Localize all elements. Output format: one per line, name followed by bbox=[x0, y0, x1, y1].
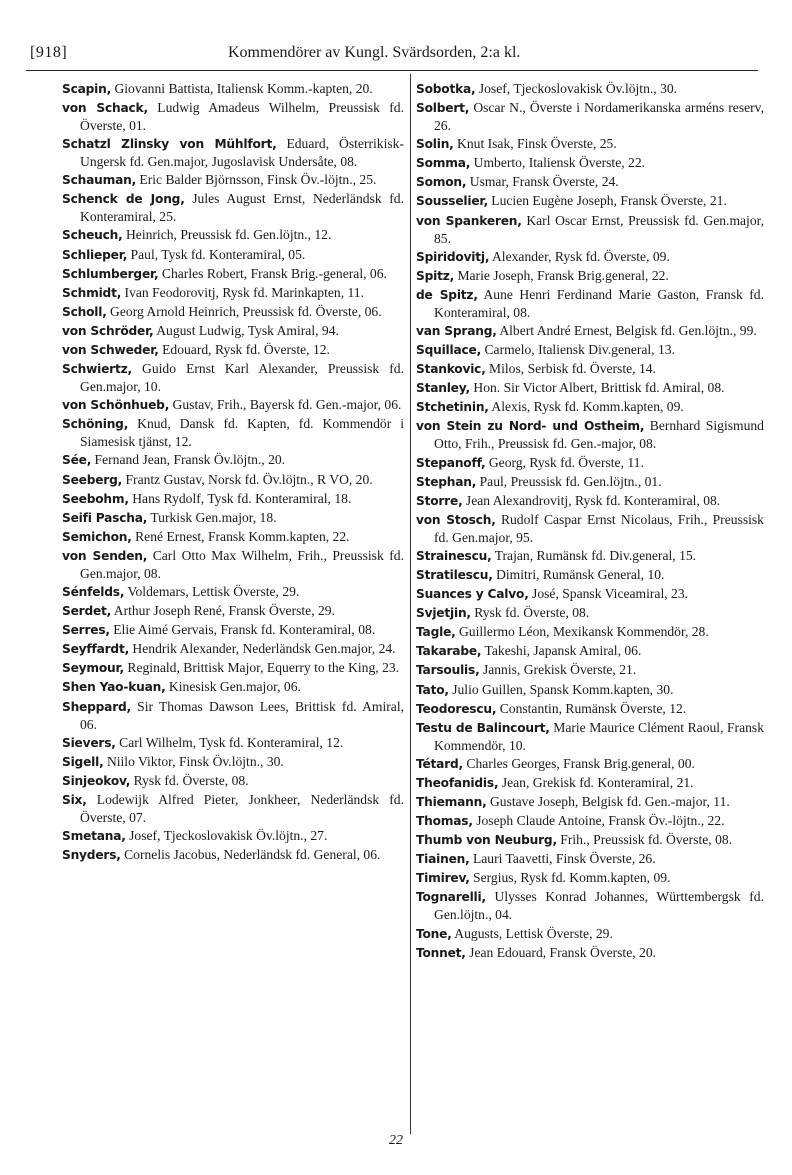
column-divider bbox=[410, 74, 411, 1134]
entry-name: Squillace, bbox=[416, 343, 482, 358]
list-item bbox=[62, 284, 404, 302]
list-item bbox=[62, 190, 404, 225]
list-item bbox=[416, 341, 764, 359]
entry-name: Stanley, bbox=[416, 381, 470, 396]
entry-name: Stchetinin, bbox=[416, 400, 489, 415]
entry-text: Hon. Sir Victor Albert, Brittisk fd. Amiral, 08. bbox=[473, 380, 725, 396]
entry-name: Storre, bbox=[416, 493, 463, 508]
entry-name: Schmidt, bbox=[62, 285, 122, 300]
entry-name: Snyders, bbox=[62, 848, 121, 863]
entry-text: Heinrich, Preussisk fd. Gen.löjtn., 12. bbox=[125, 227, 332, 243]
entry-name: Schöning, bbox=[62, 417, 129, 432]
entry-name: von Spankeren, bbox=[416, 213, 522, 228]
list-item bbox=[416, 831, 764, 849]
list-item bbox=[62, 753, 404, 771]
list-item bbox=[416, 566, 764, 584]
entry-text: Guido Ernst Karl Alexander, Preussisk fd. Gen.major, 10. bbox=[80, 361, 405, 395]
list-item bbox=[416, 869, 764, 887]
entry-text: Carl Wilhelm, Tysk fd. Konteramiral, 12. bbox=[119, 734, 344, 750]
entry-name: Schwiertz, bbox=[62, 362, 132, 377]
list-item bbox=[416, 322, 764, 340]
entry-name: von Stosch, bbox=[416, 512, 496, 527]
entry-name: Seymour, bbox=[62, 661, 124, 676]
entry-text: Albert André Ernest, Belgisk fd. Gen.löjtn., 99. bbox=[499, 322, 757, 338]
entry-text: Marie Maurice Clément Raoul, Fransk Kommendör, 10. bbox=[434, 719, 764, 753]
entry-name: Suances y Calvo, bbox=[416, 587, 529, 602]
entry-text: Elie Aimé Gervais, Fransk fd. Konteramiral, 08. bbox=[113, 622, 376, 638]
entry-text: Jules August Ernst, Nederländsk fd. Konteramiral, 25. bbox=[80, 191, 404, 225]
list-item bbox=[62, 509, 404, 527]
entry-name: Stephan, bbox=[416, 474, 477, 489]
entry-name: Scheuch, bbox=[62, 228, 123, 243]
entry-text: Edouard, Rysk fd. Överste, 12. bbox=[162, 342, 330, 358]
entry-text: Ulysses Konrad Johannes, Württembergsk fd. Gen.löjtn., 04. bbox=[434, 889, 764, 923]
entry-name: Tiainen, bbox=[416, 852, 470, 867]
entry-text: Josef, Tjeckoslovakisk Öv.löjtn., 27. bbox=[129, 828, 328, 843]
entry-name: Six, bbox=[62, 792, 87, 807]
entry-text: Sir Thomas Dawson Lees, Brittisk fd. Amiral, 06. bbox=[80, 698, 405, 732]
entry-name: Tonnet, bbox=[416, 945, 466, 960]
entry-name: Serdet, bbox=[62, 604, 112, 619]
entry-name: Solbert, bbox=[416, 101, 470, 116]
entry-text: Jean, Grekisk fd. Konteramiral, 21. bbox=[501, 774, 694, 790]
entry-name: Schenck de Jong, bbox=[62, 192, 185, 207]
list-item bbox=[416, 192, 764, 210]
entry-text: Turkisk Gen.major, 18. bbox=[150, 509, 277, 525]
entry-name: Stratilescu, bbox=[416, 567, 493, 582]
entry-name: Shen Yao-kuan, bbox=[62, 680, 166, 695]
entry-name: Spiridovitj, bbox=[416, 249, 490, 264]
list-item bbox=[62, 602, 404, 620]
entry-name: Thumb von Neuburg, bbox=[416, 833, 557, 848]
list-item bbox=[416, 719, 764, 754]
entry-name: Strainescu, bbox=[416, 548, 492, 563]
entry-text: Sergius, Rysk fd. Komm.kapten, 09. bbox=[473, 870, 671, 886]
entry-text: Niilo Viktor, Finsk Öv.löjtn., 30. bbox=[106, 753, 284, 769]
entry-name: von Schweder, bbox=[62, 343, 159, 358]
entry-name: Timirev, bbox=[416, 871, 470, 886]
entry-name: Thiemann, bbox=[416, 795, 487, 809]
entry-name: Seeberg, bbox=[62, 472, 123, 487]
list-item bbox=[416, 379, 764, 397]
entry-name: Sheppard, bbox=[62, 699, 131, 714]
entry-text: Hans Rydolf, Tysk fd. Konteramiral, 18. bbox=[132, 490, 352, 506]
list-item bbox=[62, 99, 404, 134]
page-header bbox=[26, 44, 758, 68]
entry-name: Teodorescu, bbox=[416, 701, 497, 716]
entry-name: Tone, bbox=[416, 926, 452, 941]
entry-name: Takarabe, bbox=[416, 644, 482, 659]
list-item bbox=[62, 451, 404, 469]
entry-name: Testu de Balincourt, bbox=[416, 720, 550, 735]
entry-text: Knut Isak, Finsk Överste, 25. bbox=[457, 136, 617, 152]
list-item bbox=[416, 547, 764, 565]
entry-text: Hendrik Alexander, Nederländsk Gen.major, 24. bbox=[132, 641, 396, 657]
entry-text: Eric Balder Björnsson, Finsk Öv.-löjtn., 25. bbox=[139, 172, 377, 188]
list-item bbox=[62, 528, 404, 546]
entry-name: Somma, bbox=[416, 156, 471, 171]
entry-text: Ludwig Amadeus Wilhelm, Preussisk fd. Överste, 01. bbox=[80, 100, 404, 134]
list-item bbox=[416, 135, 764, 153]
list-item bbox=[62, 135, 404, 170]
entry-text: Knud, Dansk fd. Kapten, fd. Kommendör i Siamesisk tjänst, 12. bbox=[80, 416, 404, 450]
entry-text: Bernhard Sigismund Otto, Frih., Preussisk fd. Gen.-major, 08. bbox=[434, 418, 764, 452]
entry-text: Paul, Tysk fd. Konteramiral, 05. bbox=[130, 246, 306, 262]
entry-text: Cornelis Jacobus, Nederländsk fd. General, 06. bbox=[124, 847, 381, 863]
entry-text: Rysk fd. Överste, 08. bbox=[474, 605, 590, 621]
entry-text: Charles Georges, Fransk Brig.general, 00. bbox=[466, 755, 695, 771]
list-item bbox=[62, 490, 404, 508]
entry-name: Tarsoulis, bbox=[416, 663, 480, 678]
list-item bbox=[62, 171, 404, 189]
list-item bbox=[62, 678, 404, 696]
entry-name: von Schack, bbox=[62, 101, 148, 116]
list-item bbox=[416, 212, 764, 247]
entry-name: Serres, bbox=[62, 623, 110, 638]
list-item bbox=[62, 640, 404, 658]
list-item bbox=[416, 173, 764, 191]
entry-name: de Spitz, bbox=[416, 287, 478, 302]
entry-text: August Ludwig, Tysk Amiral, 94. bbox=[156, 322, 339, 338]
entry-name: Seifi Pascha, bbox=[62, 510, 148, 525]
list-item bbox=[416, 511, 764, 546]
entry-name: Theofanidis, bbox=[416, 775, 499, 790]
list-item bbox=[416, 286, 764, 321]
entry-text: Trajan, Rumänsk fd. Div.general, 15. bbox=[494, 547, 697, 563]
entry-text: Aune Henri Ferdinand Marie Gaston, Fransk fd. Konteramiral, 08. bbox=[434, 286, 764, 320]
entry-text: Usmar, Fransk Överste, 24. bbox=[469, 174, 619, 190]
entry-name: Scholl, bbox=[62, 304, 107, 319]
list-item bbox=[416, 888, 764, 923]
entry-name: Tato, bbox=[416, 682, 449, 697]
entry-name: Schatzl Zlinsky von Mühlfort, bbox=[62, 137, 277, 152]
header-rule bbox=[26, 70, 758, 71]
entry-text: Gustav, Frih., Bayersk fd. Gen.-major, 06. bbox=[172, 397, 402, 413]
entry-name: Seebohm, bbox=[62, 491, 129, 506]
entry-name: Schlumberger, bbox=[62, 266, 159, 281]
list-item bbox=[416, 850, 764, 868]
entry-name: von Schönhueb, bbox=[62, 398, 170, 413]
entry-text: Charles Robert, Fransk Brig.-general, 06. bbox=[161, 265, 387, 281]
entry-name: Svjetjin, bbox=[416, 606, 471, 621]
entry-text: Joseph Claude Antoine, Fransk Öv.-löjtn., 22. bbox=[476, 813, 725, 829]
entry-name: Scapin, bbox=[62, 82, 112, 96]
list-item bbox=[416, 454, 764, 472]
running-title: Kommendörer av Kungl. Svärdsorden, 2:a kl. bbox=[228, 44, 521, 61]
list-item bbox=[416, 944, 764, 962]
entry-name: Stankovic, bbox=[416, 362, 486, 377]
list-item bbox=[62, 246, 404, 264]
list-item bbox=[416, 681, 764, 699]
list-item bbox=[416, 154, 764, 172]
entry-name: Somon, bbox=[416, 175, 467, 190]
list-item bbox=[416, 473, 764, 491]
entry-name: Sievers, bbox=[62, 735, 116, 750]
list-item bbox=[62, 734, 404, 752]
entry-text: Rysk fd. Överste, 08. bbox=[133, 772, 249, 788]
list-item bbox=[62, 772, 404, 790]
list-item bbox=[62, 415, 404, 450]
entry-name: Sée, bbox=[62, 453, 92, 468]
entry-text: Marie Joseph, Fransk Brig.general, 22. bbox=[457, 267, 669, 283]
entry-text: Paul, Preussisk fd. Gen.löjtn., 01. bbox=[479, 473, 662, 489]
entry-text: Eduard, Österrikisk-Ungersk fd. Gen.major, Jugoslavisk Undersåte, 08. bbox=[80, 136, 404, 170]
list-item bbox=[416, 812, 764, 830]
entry-text: Karl Oscar Ernst, Preussisk fd. Gen.major, 85. bbox=[434, 212, 765, 246]
entry-text: Carl Otto Max Wilhelm, Frih., Preussisk fd. Gen.major, 08. bbox=[80, 547, 404, 581]
entry-text: Josef, Tjeckoslovakisk Öv.löjtn., 30. bbox=[478, 81, 678, 96]
entry-text: Augusts, Lettisk Överste, 29. bbox=[454, 925, 613, 941]
list-item bbox=[62, 846, 404, 864]
entry-text: Constantin, Rumänsk Överste, 12. bbox=[499, 700, 687, 716]
entry-name: Smetana, bbox=[62, 829, 126, 843]
list-item bbox=[416, 267, 764, 285]
entry-name: Sousselier, bbox=[416, 194, 488, 209]
entry-text: Alexander, Rysk fd. Överste, 09. bbox=[491, 248, 670, 264]
entry-name: Tétard, bbox=[416, 756, 463, 771]
entry-text: Jean Alexandrovitj, Rysk fd. Konteramiral, 08. bbox=[465, 492, 721, 508]
list-item bbox=[62, 80, 404, 98]
entry-text: René Ernest, Fransk Komm.kapten, 22. bbox=[135, 528, 350, 544]
entry-text: Oscar N., Överste i Nordamerikanska arméns reserv, 26. bbox=[434, 100, 764, 134]
entry-name: Tagle, bbox=[416, 625, 456, 640]
list-item bbox=[416, 398, 764, 416]
entry-text: Kinesisk Gen.major, 06. bbox=[168, 679, 301, 695]
list-item bbox=[416, 623, 764, 641]
list-item bbox=[416, 925, 764, 943]
list-item bbox=[62, 698, 404, 733]
entry-name: von Senden, bbox=[62, 548, 148, 563]
entry-text: Milos, Serbisk fd. Överste, 14. bbox=[489, 361, 656, 377]
entry-text: Lauri Taavetti, Finsk Överste, 26. bbox=[472, 851, 656, 867]
entry-name: Sénfelds, bbox=[62, 584, 125, 599]
entry-text: Ivan Feodorovitj, Rysk fd. Marinkapten, 11. bbox=[124, 284, 364, 300]
list-item bbox=[62, 659, 404, 677]
entry-text: Giovanni Battista, Italiensk Komm.-kapten, 20. bbox=[114, 81, 373, 96]
list-item bbox=[62, 583, 404, 601]
entry-text: Alexis, Rysk fd. Komm.kapten, 09. bbox=[491, 399, 684, 415]
entry-text: Lodewijk Alfred Pieter, Jonkheer, Nederländsk fd. Överste, 07. bbox=[80, 791, 404, 825]
entry-text: Georg, Rysk fd. Överste, 11. bbox=[488, 454, 644, 470]
entry-name: Semichon, bbox=[62, 529, 132, 544]
entry-text: Guillermo Léon, Mexikansk Kommendör, 28. bbox=[458, 624, 709, 640]
entry-name: Seyffardt, bbox=[62, 642, 130, 657]
list-item bbox=[62, 791, 404, 826]
entry-text: Georg Arnold Heinrich, Preussisk fd. Överste, 06. bbox=[110, 303, 382, 319]
entry-name: von Schröder, bbox=[62, 323, 154, 338]
list-item bbox=[416, 700, 764, 718]
entry-text: Reginald, Brittisk Major, Equerry to the King, 23. bbox=[127, 660, 400, 676]
entry-text: Lucien Eugène Joseph, Fransk Överste, 21. bbox=[491, 193, 727, 209]
entry-text: Fernand Jean, Fransk Öv.löjtn., 20. bbox=[94, 452, 286, 468]
list-item bbox=[416, 248, 764, 266]
entry-text: José, Spansk Viceamiral, 23. bbox=[532, 586, 689, 602]
left-column bbox=[62, 80, 404, 865]
entry-text: Julio Guillen, Spansk Komm.kapten, 30. bbox=[452, 681, 674, 697]
entry-text: Frantz Gustav, Norsk fd. Öv.löjtn., R VO, 20. bbox=[125, 471, 373, 487]
entry-text: Jean Edouard, Fransk Överste, 20. bbox=[469, 944, 657, 960]
entry-text: Arthur Joseph René, Fransk Överste, 29. bbox=[113, 603, 336, 619]
page-signature: 22 bbox=[389, 1133, 403, 1148]
list-item bbox=[416, 492, 764, 510]
entry-name: Spitz, bbox=[416, 268, 455, 283]
list-item bbox=[62, 621, 404, 639]
entry-text: Umberto, Italiensk Överste, 22. bbox=[473, 155, 646, 171]
entry-text: Takeshi, Japansk Amiral, 06. bbox=[484, 643, 642, 659]
list-item bbox=[62, 360, 404, 395]
list-item bbox=[416, 80, 764, 98]
right-column bbox=[416, 80, 764, 963]
entry-name: Sobotka, bbox=[416, 82, 476, 96]
list-item bbox=[62, 547, 404, 582]
list-item bbox=[62, 341, 404, 359]
entry-name: Sinjeokov, bbox=[62, 773, 131, 788]
entry-text: Dimitri, Rumänsk General, 10. bbox=[496, 566, 665, 582]
list-item bbox=[416, 417, 764, 452]
entry-name: Solin, bbox=[416, 137, 454, 152]
list-item bbox=[416, 99, 764, 134]
page-number: [918] bbox=[30, 44, 68, 61]
list-item bbox=[62, 303, 404, 321]
entry-text: Rudolf Caspar Ernst Nicolaus, Frih., Preussisk fd. Gen.major, 95. bbox=[434, 511, 764, 545]
list-item bbox=[416, 755, 764, 773]
entry-name: Schauman, bbox=[62, 173, 137, 188]
entry-text: Frih., Preussisk fd. Överste, 08. bbox=[560, 832, 733, 848]
list-item bbox=[62, 322, 404, 340]
list-item bbox=[62, 396, 404, 414]
list-item bbox=[416, 360, 764, 378]
entry-name: Thomas, bbox=[416, 814, 473, 829]
list-item bbox=[62, 827, 404, 845]
entry-text: Jannis, Grekisk Överste, 21. bbox=[482, 662, 637, 678]
list-item bbox=[62, 265, 404, 283]
entry-name: Tognarelli, bbox=[416, 890, 486, 905]
entry-name: Sigell, bbox=[62, 754, 104, 769]
list-item bbox=[62, 226, 404, 244]
list-item bbox=[416, 661, 764, 679]
entry-name: Schlieper, bbox=[62, 247, 128, 262]
list-item bbox=[416, 793, 764, 811]
entry-text: Carmelo, Italiensk Div.general, 13. bbox=[484, 342, 675, 358]
list-item bbox=[416, 642, 764, 660]
list-item bbox=[416, 585, 764, 603]
entry-name: van Sprang, bbox=[416, 323, 497, 338]
entry-name: von Stein zu Nord- und Ostheim, bbox=[416, 419, 645, 434]
list-item bbox=[62, 471, 404, 489]
list-item bbox=[416, 774, 764, 792]
entry-text: Voldemars, Lettisk Överste, 29. bbox=[127, 583, 300, 599]
entry-name: Stepanoff, bbox=[416, 455, 486, 470]
list-item bbox=[416, 604, 764, 622]
entry-text: Gustave Joseph, Belgisk fd. Gen.-major, 11. bbox=[489, 794, 730, 809]
